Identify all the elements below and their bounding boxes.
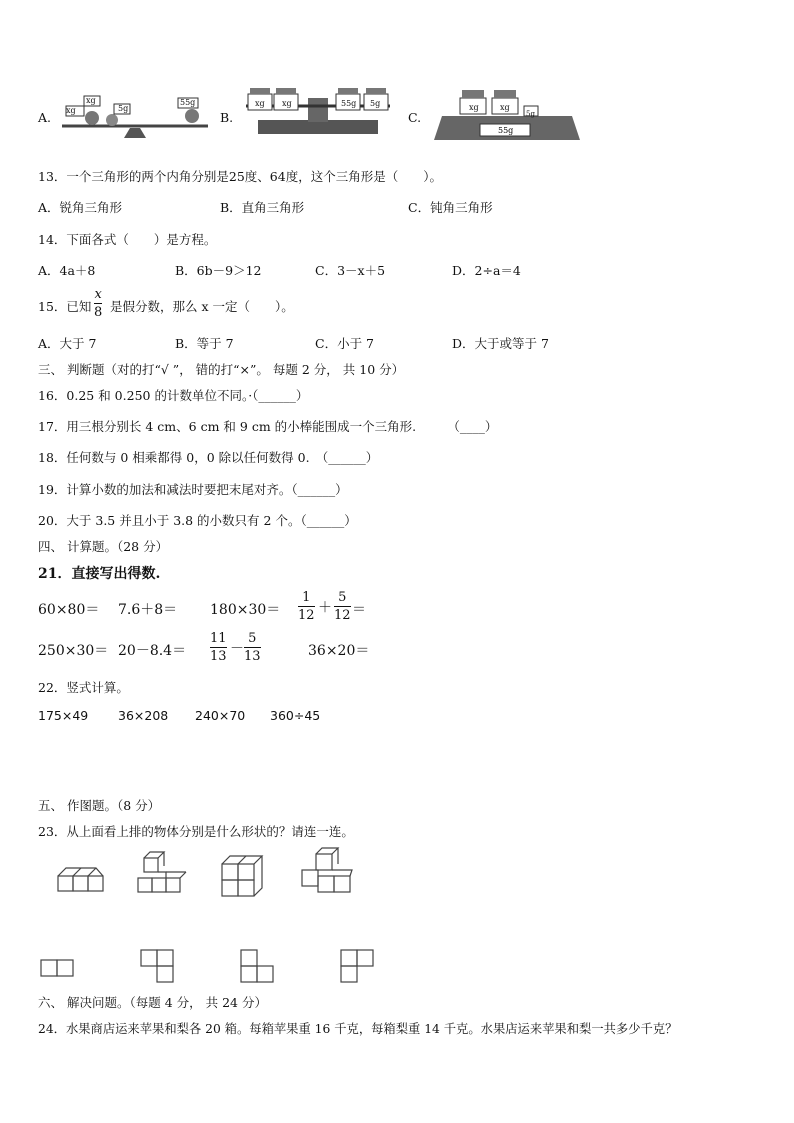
q21-frac-2a	[210, 631, 227, 664]
q21-frac-2b	[244, 631, 261, 664]
q15-fraction	[94, 287, 102, 320]
q15-stem-post: 是假分数，那么 x 一定（ ）。	[110, 299, 294, 314]
q21-expr-5: 250×30＝	[38, 643, 109, 659]
top-view-shape-2	[140, 948, 180, 988]
section-4-heading: 四、 计算题。（28 分）	[38, 539, 169, 554]
cube-object-4	[300, 846, 356, 900]
top-view-shape-3	[240, 948, 280, 988]
q22-item-4: 360÷45	[270, 708, 321, 723]
q15-option-a: A．大于 7	[38, 336, 97, 351]
section-5-heading: 五、 作图题。（8 分）	[38, 798, 161, 813]
judge-item-16: 16．0.25 和 0.250 的计数单位不同。·（______）	[38, 388, 309, 403]
weight-label-55g: 55g	[180, 98, 196, 107]
q14-option-a: A．4a＋8	[38, 263, 96, 278]
q12-balance-scale-image	[238, 84, 398, 140]
numerator: 1	[302, 590, 311, 605]
cube-object-3	[220, 852, 268, 900]
weight-label-5g-3: 5g	[526, 110, 535, 118]
q12-platform-scale-image	[432, 84, 582, 144]
judge-item-19: 19．计算小数的加法和减法时要把末尾对齐。（______）	[38, 482, 348, 497]
weight-label-5g-2: 5g	[370, 99, 381, 108]
denominator: 12	[298, 608, 315, 623]
top-view-shape-4	[340, 948, 380, 988]
q15-stem-pre: 15．已知	[38, 299, 92, 314]
denominator: 13	[244, 649, 261, 664]
q15-option-d: D．大于或等于 7	[452, 336, 549, 351]
section-6-heading: 六、 解决问题。（每题 4 分， 共 24 分）	[38, 995, 267, 1010]
q13-option-c: C．钝角三角形	[408, 200, 493, 215]
fraction-bar	[298, 606, 315, 607]
weight-label-xg-6: xg	[500, 103, 510, 112]
weight-label-5g: 5g	[118, 104, 129, 113]
q22-item-3: 240×70	[195, 708, 246, 723]
q21-expr-1: 60×80＝	[38, 602, 100, 618]
q21-frac-1b	[334, 590, 351, 623]
judge-item-20: 20．大于 3.5 并且小于 3.8 的小数只有 2 个。（______）	[38, 513, 357, 528]
q22-stem: 22．竖式计算。	[38, 680, 129, 695]
denominator: 12	[334, 608, 351, 623]
fraction-bar	[94, 303, 102, 304]
q21-expr-3: 180×30＝	[210, 602, 281, 618]
q21-op-minus: －	[230, 641, 244, 657]
fraction-bar	[210, 647, 227, 648]
q13-stem: 13．一个三角形的两个内角分别是25度、64度，这个三角形是（ ）。	[38, 169, 442, 184]
q14-option-d: D．2÷a＝4	[452, 263, 521, 278]
top-view-shape-1	[40, 958, 80, 978]
q21-expr-8: 36×20＝	[308, 643, 370, 659]
section-3-heading: 三、 判断题（对的打“√ ”， 错的打“×”。 每题 2 分， 共 10 分）	[38, 362, 405, 377]
q14-stem: 14．下面各式（ ）是方程。	[38, 232, 217, 247]
weight-label-xg-3: xg	[255, 99, 265, 108]
fraction-bar	[334, 606, 351, 607]
numerator: 11	[210, 631, 227, 646]
weight-label-xg-4: xg	[282, 99, 292, 108]
q14-option-b: B．6b－9＞12	[175, 263, 262, 278]
fraction-bar	[244, 647, 261, 648]
q15-option-b: B．等于 7	[175, 336, 234, 351]
q21-op-plus: ＋	[318, 600, 332, 616]
q21-equals-1: ＝	[352, 602, 366, 618]
weight-label-55g-3: 55g	[498, 126, 514, 135]
weight-label-xg-5: xg	[469, 103, 479, 112]
q13-option-a: A．锐角三角形	[38, 200, 123, 215]
numerator: 5	[338, 590, 347, 605]
q22-item-2: 36×208	[118, 708, 169, 723]
q21-expr-2: 7.6＋8＝	[118, 602, 178, 618]
q21-frac-1a	[298, 590, 315, 623]
cube-object-2	[136, 850, 188, 900]
q21-stem: 21．直接写出得数.	[38, 566, 161, 582]
q21-expr-6: 20－8.4＝	[118, 643, 187, 659]
cube-object-1	[56, 860, 106, 900]
q22-item-1: 175×49	[38, 708, 89, 723]
weight-label-55g-2: 55g	[341, 99, 357, 108]
numerator: 5	[248, 631, 257, 646]
weight-label-xg-1: xg	[66, 106, 76, 115]
q15-option-c: C．小于 7	[315, 336, 374, 351]
q15-fraction-denominator: 8	[94, 305, 103, 320]
judge-item-18: 18．任何数与 0 相乘都得 0，0 除以任何数得 0. （______）	[38, 450, 379, 465]
q13-option-b: B．直角三角形	[220, 200, 305, 215]
q14-option-c: C．3－x＋5	[315, 263, 386, 278]
denominator: 13	[210, 649, 227, 664]
q12-option-a-label: A.	[38, 110, 52, 125]
weight-label-xg-2: xg	[86, 96, 96, 105]
q15-fraction-numerator: x	[94, 287, 102, 302]
judge-item-17: 17．用三根分别长 4 cm、6 cm 和 9 cm 的小棒能围成一个三角形. （____）	[38, 419, 498, 434]
q12-option-c-label: C.	[408, 110, 422, 125]
q24-stem: 24．水果商店运来苹果和梨各 20 箱。每箱苹果重 16 千克，每箱梨重 14 千克。水果店运来苹果和梨一共多少千克？	[38, 1022, 678, 1036]
q12-option-b-label: B.	[220, 110, 234, 125]
q23-stem: 23．从上面看上排的物体分别是什么形状的？请连一连。	[38, 824, 354, 839]
